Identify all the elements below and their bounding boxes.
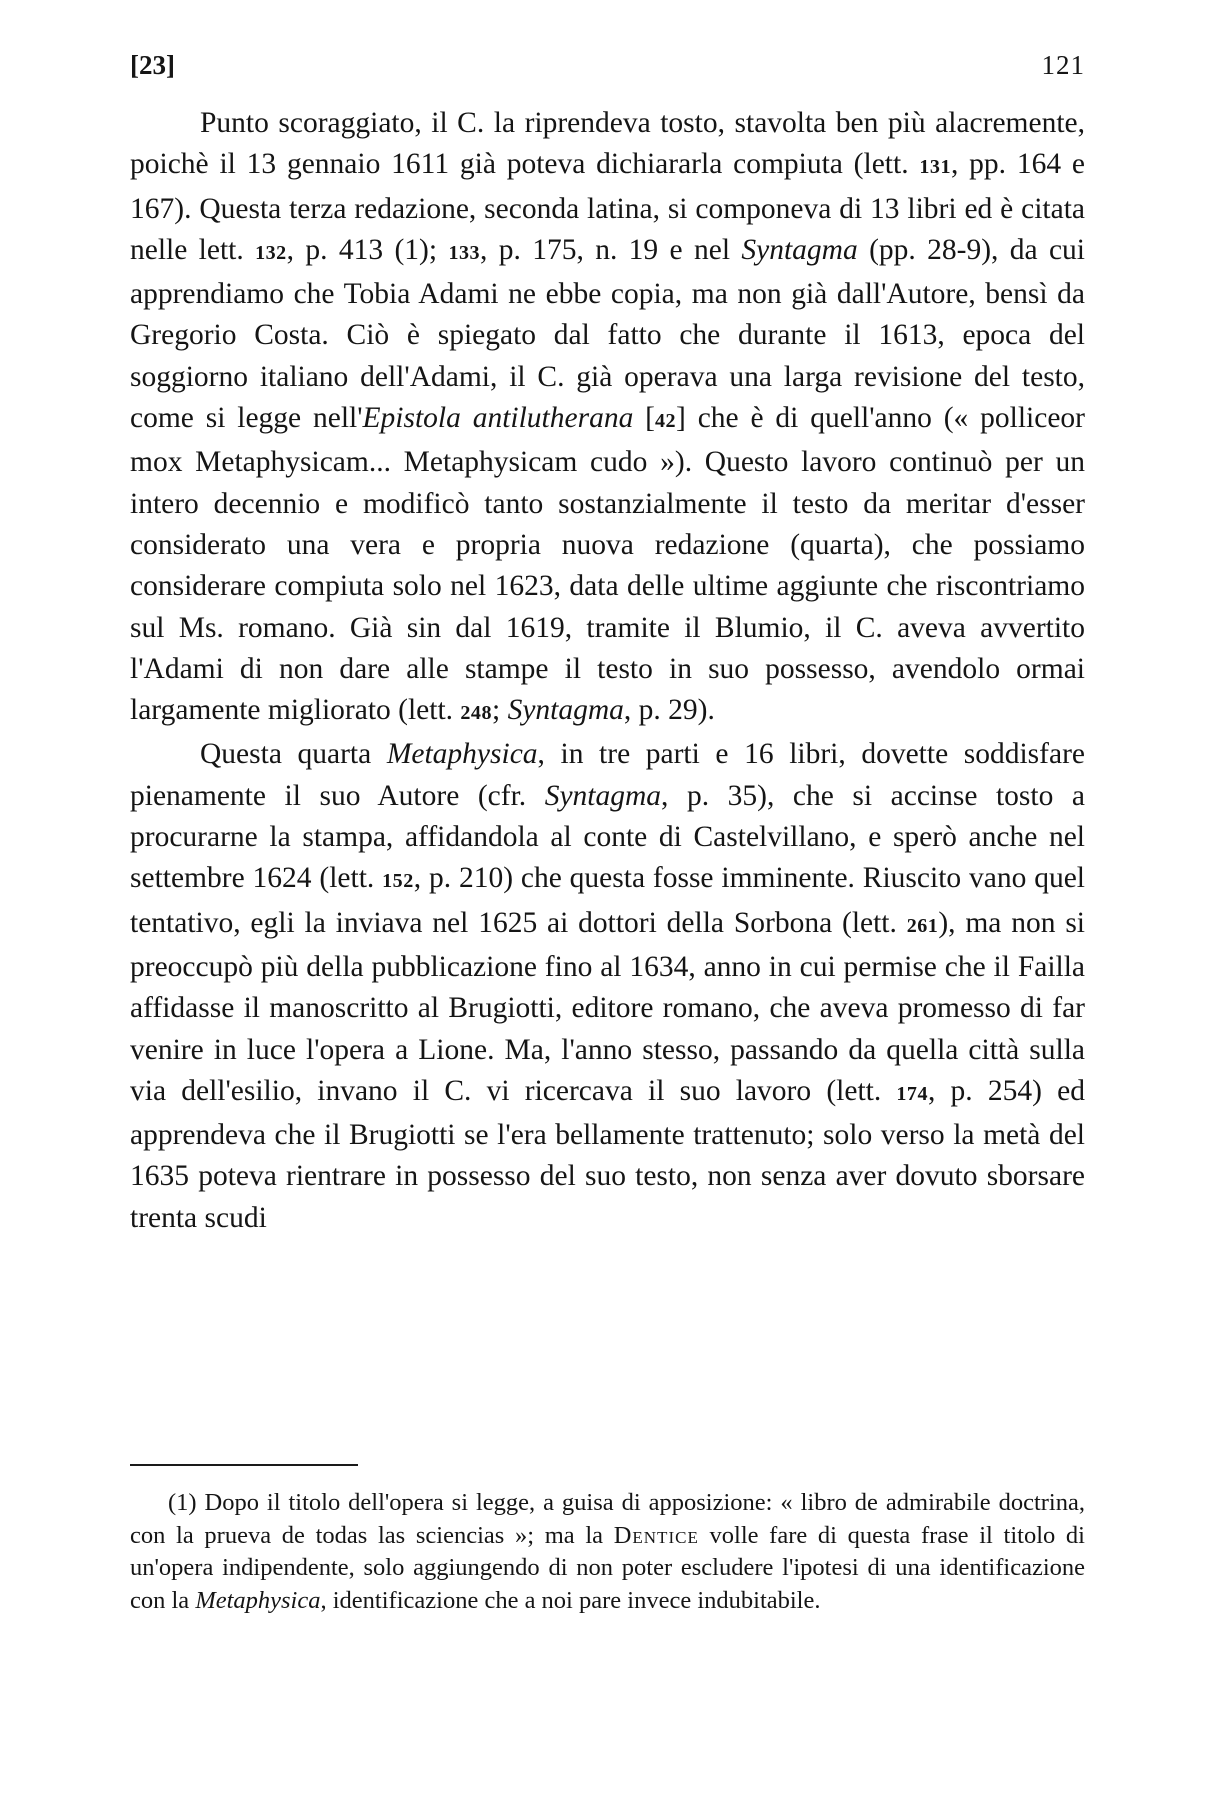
text-run: (1) Dopo il titolo dell'opera si legge, a guisa di apposizione: « libro de admirabile doctrina, con la prueva de todas las sciencias »; ma la: [130, 1489, 1085, 1549]
text-run: , p. 35), che si accinse tosto a procurarne la stampa, affidandola al conte di Castelvillano, e sperò anche nel settembre 1624 (lett.: [130, 779, 1085, 895]
italic-title: Syntagma: [741, 233, 858, 266]
text-run: ), ma non si preoccupò più della pubblicazione fino al 1634, anno in cui permise che il Failla affidasse il manoscritto al Brugiotti, editore romano, che aveva promesso di far venire in luce l'opera a Lione. Ma, l'anno stesso, passando da quella città sulla via dell'esilio, invano il C. vi ricercava il suo lavoro (lett.: [130, 906, 1085, 1107]
text-run: , in tre parti e 16 libri, dovette soddisfare pienamente il suo Autore (cfr.: [130, 738, 1085, 812]
paragraph-2: [130, 734, 1085, 1239]
author-name: Dentice: [613, 1521, 699, 1549]
text-run: , p. 254) ed apprendeva che il Brugiotti se l'era bellamente trattenuto; solo verso la metà del 1635 poteva rientrare in possesso del suo testo, non senza aver dovuto sborsare trenta scudi: [130, 1074, 1085, 1234]
text-run: Punto scoraggiato, il C. la riprendeva tosto, stavolta ben più alacremente, poichè il 13 gennaio 1611 già poteva dichiararla compiuta (lett.: [130, 107, 1085, 181]
text-run: , pp. 164 e 167). Questa terza redazione, seconda latina, si componeva di 13 libri ed è citata nelle lett.: [130, 148, 1085, 266]
running-header: [130, 50, 1085, 86]
text-run: , p. 29).: [623, 694, 715, 727]
letter-reference: 42: [655, 410, 677, 433]
text-run: [: [633, 402, 655, 435]
letter-reference: 261: [906, 914, 939, 937]
text-run: ] che è di quell'anno (« polliceor mox Metaphysicam... Metaphysicam cudo »). Questo lavoro continuò per un intero decennio e modificò tanto sostanzialmente il testo da meritar d'esser considerato una vera e propria nuova redazione (quarta), che possiamo considerare compiuta solo nel 1623, data delle ultime aggiunte che riscontriamo sul Ms. romano. Già sin dal 1619, tramite il Blumio, il C. aveva avvertito l'Adami di non dare alle stampe il testo in suo possesso, avendolo ormai largamente migliorato (lett.: [130, 402, 1085, 727]
italic-title: Metaphysica: [195, 1586, 321, 1614]
text-run: , p. 210) che questa fosse imminente. Riuscito vano quel tentativo, egli la inviava nel 1625 ai dottori della Sorbona (lett.: [130, 862, 1085, 939]
paragraph-1: [130, 103, 1085, 734]
text-run: , p. 175, n. 19 e nel: [480, 233, 742, 266]
text-run: ;: [491, 694, 508, 727]
letter-reference: 131: [919, 156, 951, 179]
italic-title: Epistola antilutherana: [362, 402, 634, 435]
italic-title: Syntagma: [507, 694, 624, 727]
letter-reference: 174: [896, 1082, 928, 1105]
letter-reference: 133: [448, 241, 481, 264]
footnote-1: [130, 1487, 1085, 1617]
text-run: , identificazione che a noi pare invece indubitabile.: [320, 1586, 821, 1614]
page-number: 121: [1041, 50, 1085, 80]
italic-title: Metaphysica: [386, 738, 538, 771]
footnote-divider: [130, 1464, 358, 1466]
text-run: , p. 413 (1);: [286, 233, 449, 266]
main-text: [130, 103, 1085, 1239]
section-reference: [23]: [130, 50, 175, 80]
letter-reference: 152: [382, 870, 414, 893]
letter-reference: 132: [255, 241, 287, 264]
letter-reference: 248: [460, 702, 492, 725]
text-run: (pp. 28-9), da cui apprendiamo che Tobia Adami ne ebbe copia, ma non già dall'Autore, bensì da Gregorio Costa. Ciò è spiegato dal fatto che durante il 1613, epoca del soggiorno italiano dell'Adami, il C. già operava una larga revisione del testo, come si legge nell': [130, 233, 1086, 435]
text-run: Questa quarta: [200, 738, 387, 771]
italic-title: Syntagma: [544, 779, 662, 812]
text-run: volle fare di questa frase il titolo di un'opera indipendente, solo aggiungendo di non poter escludere l'ipotesi di una identificazione con la: [130, 1521, 1085, 1614]
